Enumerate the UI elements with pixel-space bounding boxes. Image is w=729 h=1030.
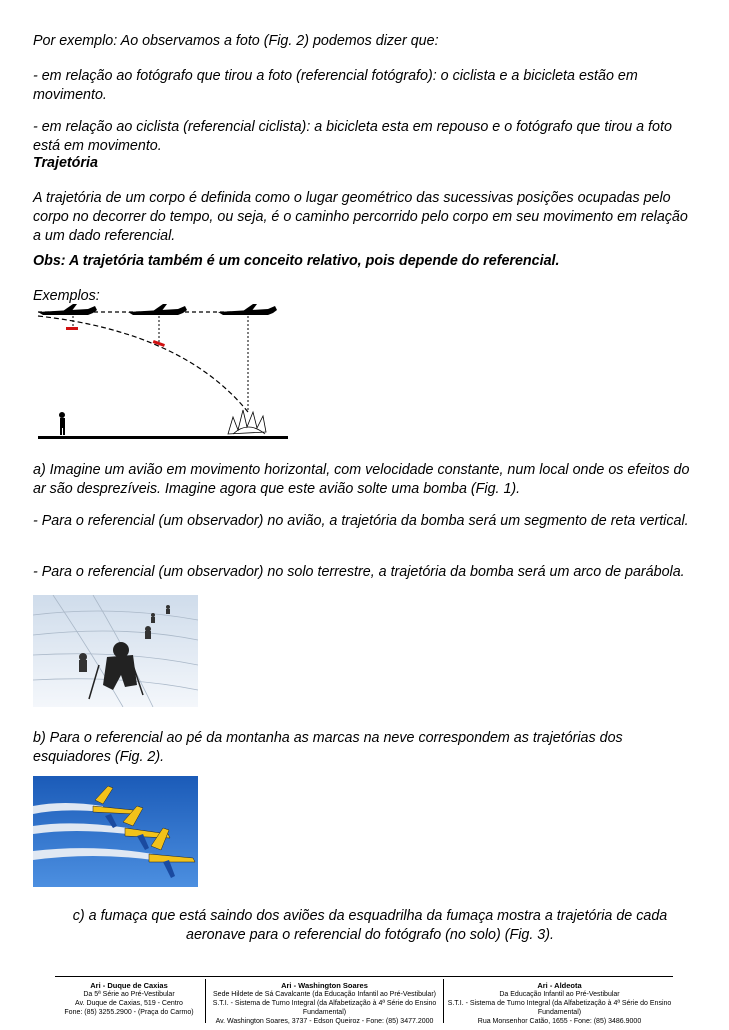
smoke-squadron-photo (33, 776, 198, 887)
airplane-icon (38, 304, 97, 315)
footer-col-line: S.T.I. - Sistema de Turno Integral (da Alfabetização à 4ª Série do Ensino Fundamental) (447, 1000, 672, 1016)
footer-col-washington-soares (208, 981, 441, 1026)
example-a-paragraph: a) Imagine um avião em movimento horizontal, com velocidade constante, num local onde os efeitos do ar são desprezíveis. Imagine agora que este avião solte uma bomba (Fig. 1). (33, 462, 690, 497)
footer-divider (205, 979, 206, 1023)
observer-person-icon (59, 412, 65, 435)
airplane-icon (128, 304, 187, 315)
cyclist-reference-paragraph: - em relação ao ciclista (referencial ciclista): a bicicleta esta em repouso e o fotógrafo que tirou a foto está em movimento. (33, 119, 672, 154)
footer-divider (443, 979, 444, 1023)
footer-col-aldeota (446, 981, 673, 1026)
example-a-plane-reference: - Para o referencial (um observador) no avião, a trajetória da bomba será um segmento de reta vertical. (33, 513, 689, 529)
example-a-ground-reference: - Para o referencial (um observador) no solo terrestre, a trajetória da bomba será um arco de parábola. (33, 564, 685, 580)
footer-col-duque-de-caxias (55, 981, 203, 1017)
footer-col-title: Ari - Duque de Caxias (90, 981, 168, 990)
obs-paragraph: Obs: A trajetória também é um conceito relativo, pois depende do referencial. (33, 253, 560, 269)
example-c-paragraph: c) a fumaça que está saindo dos aviões da esquadrilha da fumaça mostra a trajetória de cada aeronave para o referencial do fotógrafo (no solo) (Fig. 3). (72, 908, 668, 943)
footer-col-line: Sede Hildete de Sá Cavalcante (da Educação Infantil ao Pré-Vestibular) (213, 991, 436, 998)
explosion-icon (228, 410, 266, 434)
footer-col-line: Av. Duque de Caxias, 519 - Centro (75, 1000, 183, 1007)
intro-paragraph: Por exemplo: Ao observamos a foto (Fig. 2) podemos dizer que: (33, 33, 439, 49)
airplane-icon (218, 304, 277, 315)
footer-col-line: Da 5ª Série ao Pré-Vestibular (83, 991, 175, 998)
footer-col-line: S.T.I. - Sistema de Turno Integral (da Alfabetização à 4ª Série do Ensino Fundamental) (212, 1000, 437, 1016)
cyclist-photographer-paragraph: - em relação ao fotógrafo que tirou a foto (referencial fotógrafo): o ciclista e a bicicleta estão em movimento. (33, 68, 638, 103)
footer (55, 976, 673, 1025)
trajectory-definition-paragraph: A trajetória de um corpo é definida como o lugar geométrico das sucessivas posições ocupadas pelo corpo no decorrer do tempo, ou seja, é o caminho percorrido pelo corpo em seu movimento em relação a um dado referencial. (33, 190, 688, 244)
bomb-drop-figure (33, 302, 293, 447)
footer-col-line: Da Educação Infantil ao Pré-Vestibular (499, 991, 620, 998)
section-heading-trajetoria: Trajetória (33, 155, 98, 171)
footer-col-line: Rua Monsenhor Catão, 1655 - Fone: (85) 3486.9000 (477, 1018, 642, 1025)
bomb-icon (66, 327, 78, 330)
footer-col-title: Ari - Aldeota (537, 981, 582, 990)
examples-label: Exemplos: (33, 288, 100, 304)
skiers-photo (33, 595, 198, 707)
example-b-paragraph: b) Para o referencial ao pé da montanha as marcas na neve correspondem as trajetórias dos esquiadores (Fig. 2). (33, 730, 623, 765)
footer-col-line: Fone: (85) 3255.2900 - (Praça do Carmo) (64, 1009, 194, 1016)
footer-col-line: Av. Washington Soares, 3737 - Edson Queiroz - Fone: (85) 3477.2000 (215, 1018, 434, 1025)
footer-col-title: Ari - Washington Soares (281, 981, 368, 990)
